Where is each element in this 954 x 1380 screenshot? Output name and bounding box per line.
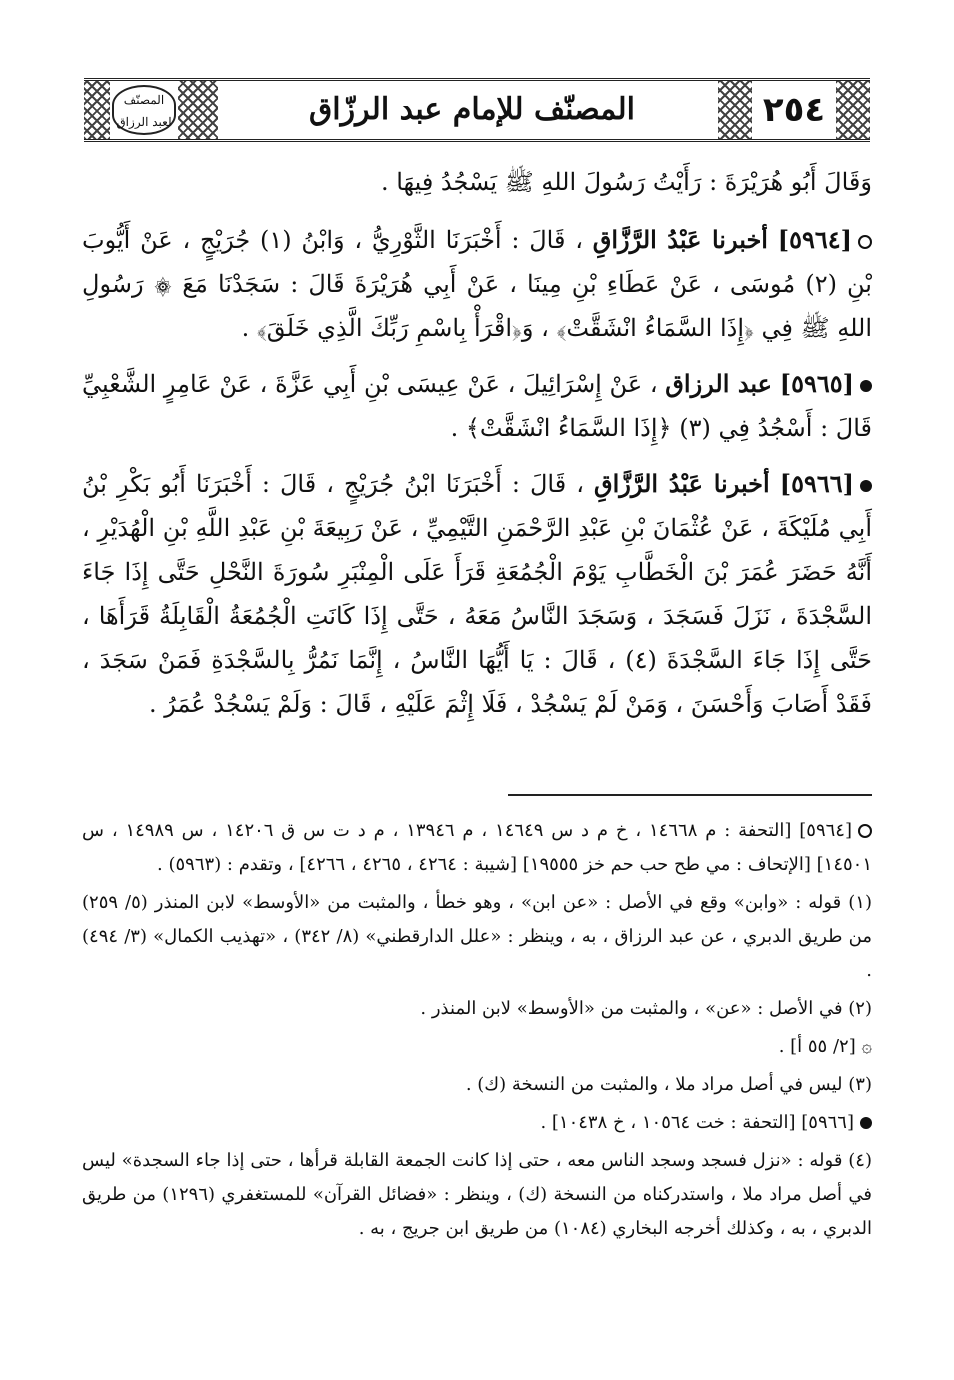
footnote-text: (١) قوله : «وابن» وقع في الأصل : «عن ابن» ، وهو خطأ ، والمثبت من «الأوسط» لابن المنذر (٥/ ٢٥٩) من طريق الدبري ، عن عبد الرزاق ، به ، وينظر : «علل الدارقطني» (٨/ ٣٤٢) ، «تهذيب الكمال» (٣/ ٤٩٤) . xyxy=(82,892,872,981)
footnote-text: ۞ [٢/ ٥٥ أ] . xyxy=(778,1036,872,1057)
bullet-marker-icon xyxy=(860,1117,872,1129)
footnote xyxy=(82,1030,872,1064)
main-text xyxy=(82,160,872,738)
hadith-paragraph xyxy=(82,362,872,450)
page-header xyxy=(84,78,870,142)
hadith-lead: أخبرنا عَبْدُ الرَّزَّاقِ xyxy=(593,469,770,498)
hadith-paragraph xyxy=(82,218,872,350)
ornament-left-inner xyxy=(178,81,218,139)
ornament-right-outer xyxy=(836,81,870,139)
opening-line: وَقَالَ أَبُو هُرَيْرَةَ : رَأَيْتُ رَسُولَ اللهِ ﷺ يَسْجُدُ فِيهَا . xyxy=(380,168,872,196)
footnote xyxy=(82,1068,872,1102)
seal-line-2: لعبد الرزاق xyxy=(116,115,172,129)
footnote xyxy=(82,814,872,882)
ornament-left-outer xyxy=(84,81,110,139)
hadith-paragraph xyxy=(82,462,872,726)
ring-marker-icon xyxy=(858,824,872,838)
hadith-text: ، عَنْ إِسْرَائِيلَ ، عَنْ عِيسَى بْنِ أَبِي عَزَّةَ ، عَنْ عَامِرٍ الشَّعْبِيِّ قَالَ : أَسْجُدُ فِي (٣) ﴿إِذَا السَّمَاءُ انْشَقَّتْ﴾ . xyxy=(82,370,872,442)
footnotes xyxy=(82,814,872,1250)
ring-marker-icon xyxy=(858,235,872,249)
footnote xyxy=(82,886,872,988)
hadith-number: [٥٩٦٤] xyxy=(777,225,852,254)
book-title: المصنّف للإمام عبد الرزّاق xyxy=(309,92,635,127)
hadith-number: [٥٩٦٥] xyxy=(779,369,854,398)
footnote-text: (٣) ليس في أصل مراد ملا ، والمثبت من النسخة (ك) . xyxy=(465,1074,872,1095)
footnote xyxy=(82,1106,872,1140)
ornament-right-inner xyxy=(718,81,752,139)
footnote xyxy=(82,992,872,1026)
page-number: ٢٥٤ xyxy=(762,90,826,130)
hadith-lead: أخبرنا عَبْدُ الرَّزَّاقِ xyxy=(592,225,768,254)
hadith-number: [٥٩٦٦] xyxy=(779,469,854,498)
footnote-text: [٥٩٦٤] [التحفة : م ١٤٦٦٨ ، خ م د س ١٤٦٤٩ ، م ١٣٩٤٦ ، م د ت س ق ١٤٢٠٦ ، س ١٤٩٨٩ ، س ١٤٥٠١] [الإتحاف : مي طح حب حم خز ١٩٥٥٥] [شيبة : ٤٢٦٤ ، ٤٢٦٥ ، ٤٢٦٦] ، وتقدم : (٥٩٦٣) . xyxy=(82,820,872,875)
hadith-lead: عبد الرزاق xyxy=(665,369,772,398)
bullet-marker-icon xyxy=(860,480,872,492)
footnote-text: [٥٩٦٦] [التحفة : خت ١٠٥٦٤ ، خ ١٠٤٣٨] . xyxy=(540,1112,854,1133)
hadith-text: ، قَالَ : أَخْبَرَنَا الثَّوْرِيُّ ، وَابْنُ (١) جُرَيْجٍ ، عَنْ أَيُّوبَ بْنِ (٢) مُوسَى ، عَنْ عَطَاءِ بْنِ مِينَا ، عَنْ أَبِي هُرَيْرَةَ قَالَ : سَجَدْنَا مَعَ ۞ رَسُولِ اللهِ ﷺ فِي ﴿إِذَا السَّمَاءُ انْشَقَّتْ﴾ ، وَ﴿اقْرَأْ بِاسْمِ رَبِّكَ الَّذِي خَلَقَ﴾ . xyxy=(82,226,872,342)
footnote-text: (٤) قوله : «نزل فسجد وسجد الناس معه ، حتى إذا كانت الجمعة القابلة قرأها ، حتى إذا جاء السجدة» ليس في أصل مراد ملا ، واستدركناه من النسخة (ك) ، وينظر : «فضائل القرآن» للمستغفري (١٢٩٦) من طريق الدبري ، به ، وكذلك أخرجه البخاري (١٠٨٤) من طريق ابن جريج ، به . xyxy=(82,1150,872,1239)
footnote-separator xyxy=(508,794,872,796)
book-seal-logo xyxy=(112,85,176,135)
footnote xyxy=(82,1144,872,1246)
bullet-marker-icon xyxy=(860,380,872,392)
seal-line-1: المصنّف xyxy=(123,93,165,107)
hadith-text: ، قَالَ : أَخْبَرَنَا ابْنُ جُرَيْجٍ ، قَالَ : أَخْبَرَنَا أَبُو بَكْرِ بْنُ أَبِي مُلَيْكَةَ ، عَنْ عُثْمَانَ بْنِ عَبْدِ الرَّحْمَنِ التَّيْمِيِّ ، عَنْ رَبِيعَةَ بْنِ عَبْدِ اللَّهِ بْنِ الْهُدَيْرِ ، أَنَّهُ حَضَرَ عُمَرَ بْنَ الْخَطَّابِ يَوْمَ الْجُمُعَةِ قَرَأَ عَلَى الْمِنْبَرِ سُورَةَ النَّحْلِ حَتَّى إِذَا جَاءَ السَّجْدَةَ ، نَزَلَ فَسَجَدَ ، وَسَجَدَ النَّاسُ مَعَهُ ، حَتَّى إِذَا كَانَتِ الْجُمُعَةُ الْقَابِلَةُ قَرَأَهَا ، حَتَّى إِذَا جَاءَ السَّجْدَةَ (٤) ، قَالَ : يَا أَيُّهَا النَّاسُ ، إِنَّمَا نَمُرُّ بِالسَّجْدَةِ فَمَنْ سَجَدَ ، فَقَدْ أَصَابَ وَأَحْسَنَ ، وَمَنْ لَمْ يَسْجُدْ ، فَلَا إِثْمَ عَلَيْهِ ، قَالَ : وَلَمْ يَسْجُدْ عُمَرُ . xyxy=(82,470,872,718)
footnote-text: (٢) في الأصل : «عن» ، والمثبت من «الأوسط» لابن المنذر . xyxy=(420,998,872,1019)
